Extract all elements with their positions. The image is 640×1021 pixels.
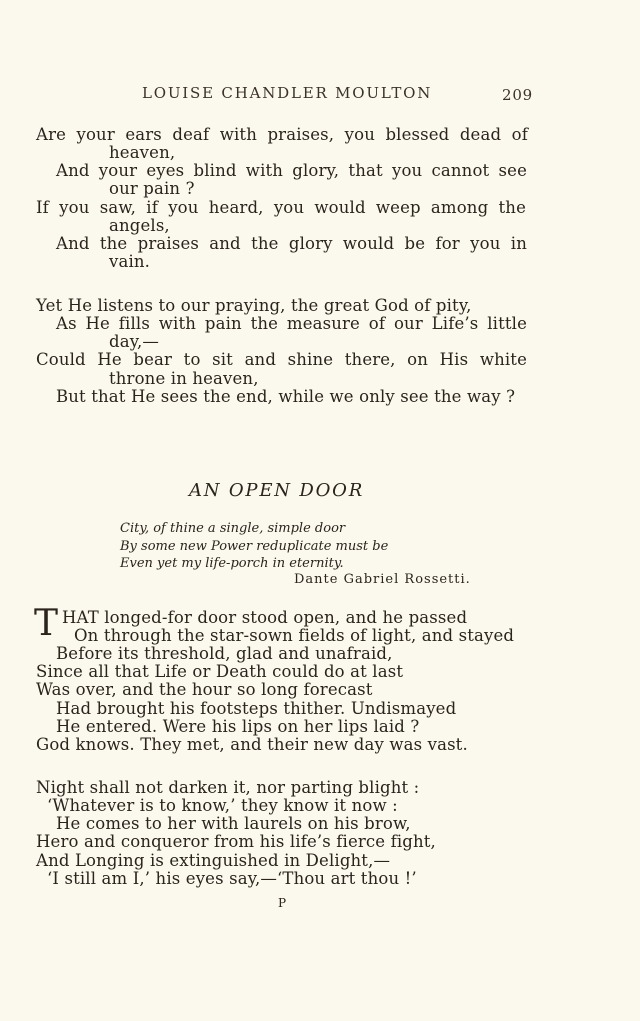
poem-line: And the praises and the glory would be for you in [56,234,527,253]
running-head: LOUISE CHANDLER MOULTON [142,84,433,102]
epigraph-line: By some new Power reduplicate must be [120,539,389,554]
poem-line: Could He bear to sit and shine there, on His white [36,350,527,369]
poem-line: If you saw, if you heard, you would weep among the [36,198,526,217]
poem-line: ‘I still am I,’ his eyes say,—‘Thou art thou !’ [47,869,417,888]
poem-title: AN OPEN DOOR [189,480,365,501]
poem-line: Before its threshold, glad and unafraid, [56,644,393,663]
poem-line: He comes to her with laurels on his brow, [56,814,411,833]
poem-line: our pain ? [109,179,195,198]
poem-line: God knows. They met, and their new day was vast. [36,735,468,754]
poem-line: As He fills with pain the measure of our Life’s little [56,314,527,333]
epigraph-line: City, of thine a single, simple door [120,521,346,536]
drop-cap: T [34,603,59,644]
poem-line: Was over, and the hour so long forecast [36,680,373,699]
poem-line: Yet He listens to our praying, the great God of pity, [36,296,472,315]
poem-line: Had brought his footsteps thither. Undismayed [56,699,457,718]
poem-line: day,— [109,332,160,351]
poem-line: Are your ears deaf with praises, you blessed dead of [36,125,528,144]
poem-line: On through the star-sown fields of light, and stayed [74,626,515,645]
poem-line: Night shall not darken it, nor parting blight : [36,778,420,797]
page-number: 209 [502,86,534,104]
epigraph-line: Even yet my life-porch in eternity. [120,556,344,571]
poem-line: But that He sees the end, while we only see the way ? [56,387,516,406]
poem-line: And your eyes blind with glory, that you cannot see [56,161,527,180]
signature-mark: P [278,896,288,910]
poem-line: Hero and conqueror from his life’s fierce fight, [36,832,436,851]
poem-line: ‘Whatever is to know,’ they know it now : [47,796,398,815]
poem-line: He entered. Were his lips on her lips laid ? [56,717,420,736]
poem-line: Since all that Life or Death could do at last [36,662,404,681]
poem-line: vain. [109,252,151,271]
poem-line: And Longing is extinguished in Delight,— [36,851,391,870]
poem-line: angels, [109,216,170,235]
epigraph-attribution: Dante Gabriel Rossetti. [294,572,471,587]
poem-line: HAT longed-for door stood open, and he passed [62,608,468,627]
poem-line: heaven, [109,143,176,162]
poem-line: throne in heaven, [109,369,259,388]
